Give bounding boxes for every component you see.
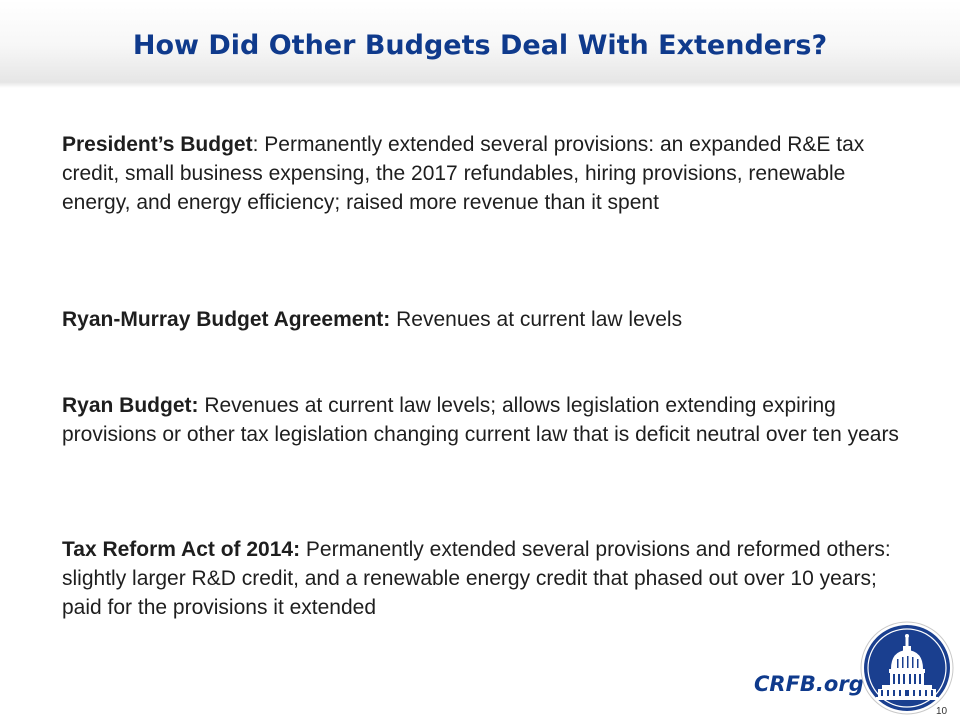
item-label: Ryan-Murray Budget Agreement: <box>62 308 391 331</box>
list-item-tax-reform-act <box>62 535 902 622</box>
page-number: 10 <box>936 706 948 717</box>
capitol-dome-seal-icon <box>860 621 954 715</box>
slide-title: How Did Other Budgets Deal With Extenders? <box>132 30 828 61</box>
item-label: Ryan Budget: <box>62 394 199 417</box>
item-text: Revenues at current law levels; allows legislation extending expiring provisions or other tax legislation changing current law that is deficit neutral over ten years <box>62 394 899 446</box>
item-text: Revenues at current law levels <box>390 308 683 331</box>
item-text: Permanently extended several provisions and reformed others: slightly larger R&D credit, and a renewable energy credit that phased out over 10 years; paid for the provisions it extended <box>62 538 891 619</box>
list-item-ryan-budget <box>62 391 902 449</box>
brand-link[interactable]: CRFB.org <box>754 672 864 696</box>
item-label: Tax Reform Act of 2014: <box>62 538 301 561</box>
list-item-ryan-murray <box>62 305 682 334</box>
item-label: President’s Budget <box>62 133 253 156</box>
header-shadow <box>0 82 960 88</box>
item-text: : Permanently extended several provisions: an expanded R&E tax credit, small business expensing, the 2017 refundables, hiring provisions, renewable energy, and energy efficiency; raised more revenue than it spent <box>62 133 865 214</box>
list-item-presidents-budget <box>62 130 902 217</box>
